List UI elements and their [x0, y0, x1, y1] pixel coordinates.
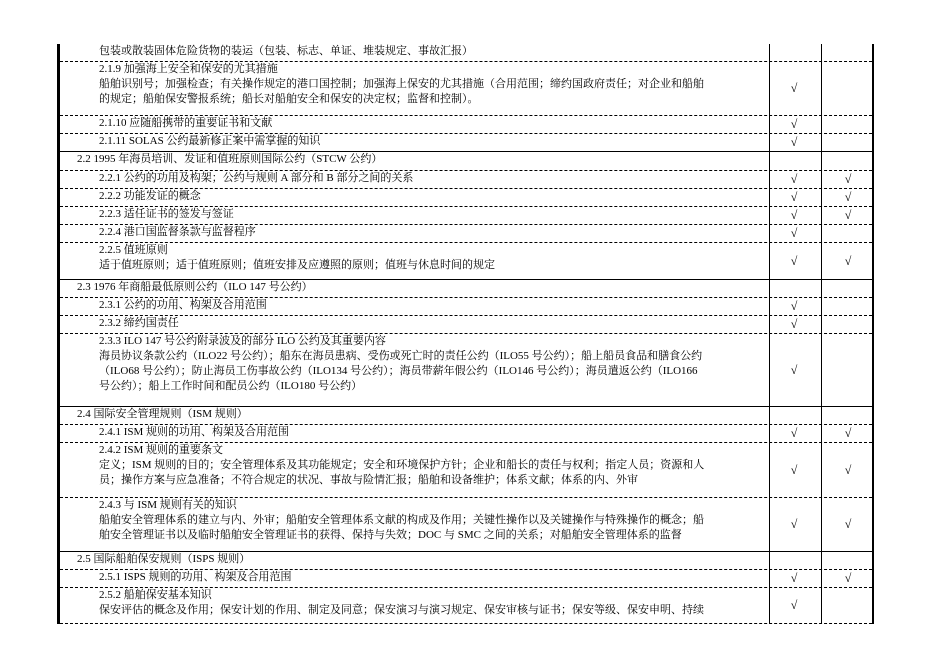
row-text: [60, 207, 809, 222]
table-row: [60, 588, 872, 624]
item-detail: 舶安全管理证书以及临时船舶安全管理证书的获得、保持与失效；DOC 与 SMC 之间的关系；对船舶安全管理体系的监督: [99, 529, 682, 541]
row-text: [60, 44, 809, 59]
table-row: [60, 243, 872, 280]
check-mark-col1: √: [790, 363, 798, 377]
check-mark-col1: √: [790, 135, 798, 149]
row-text: [60, 552, 787, 567]
table-row: [60, 225, 872, 243]
row-text: [60, 443, 809, 488]
table-right-border: [872, 44, 874, 624]
item-title: 2.1.11 SOLAS 公约最新修正案中需掌握的知识: [99, 135, 321, 147]
table-row: [60, 207, 872, 225]
item-detail: 定义；ISM 规则的目的；安全管理体系及其功能规定；安全和环境保护方针；企业和船长的责任与权利；指定人员；资源和人: [99, 459, 705, 471]
item-title: 2.3.3 ILO 147 号公约附录波及的部分 ILO 公约及其重要内容: [99, 335, 386, 347]
table-row: [60, 443, 872, 498]
check-mark-col1: √: [790, 190, 798, 204]
table-row: [60, 316, 872, 334]
item-title: 2.3 1976 年商船最低原则公约（ILO 147 号公约）: [77, 281, 313, 293]
item-detail: 船舶安全管理体系的建立与内、外审；船舶安全管理体系文献的构成及作用；关键性操作以及关键操作与特殊操作的概念；船: [99, 514, 704, 526]
item-detail: 船舶识别号；加强检查；有关操作规定的港口国控制；加强海上保安的尤其措施（合用范围；缔约国政府责任；对企业和船舶: [99, 78, 704, 90]
item-detail: 海员协议条款公约（ILO22 号公约）；船东在海员患病、受伤或死亡时的责任公约（ILO55 号公约）；船上船员食品和膳食公约: [99, 350, 703, 362]
table-row: [60, 425, 872, 443]
item-title: 2.3.1 公约的功用、构架及合用范围: [99, 299, 267, 311]
check-mark-col2: √: [844, 172, 852, 186]
item-detail: 保安评估的概念及作用；保安计划的作用、制定及同意；保安演习与演习规定、保安审核与证书；保安等级、保安申明、持续: [99, 604, 704, 616]
row-text: [60, 134, 809, 149]
row-text: [60, 243, 809, 273]
table-row: [60, 498, 872, 552]
row-text: [60, 152, 787, 167]
item-title: 2.2.1 公约的功用及构架；公约与规则 A 部分和 B 部分之间的关系: [99, 172, 414, 184]
check-mark-col2: √: [844, 463, 852, 477]
row-text: [60, 225, 809, 240]
row-text: [60, 407, 787, 422]
table-row: [60, 570, 872, 588]
check-mark-col1: √: [790, 254, 798, 268]
row-text: [60, 334, 809, 394]
table-row: [60, 171, 872, 189]
table-row: [60, 134, 872, 152]
check-mark-col1: √: [790, 208, 798, 222]
check-mark-col2: √: [844, 517, 852, 531]
row-text: [60, 171, 809, 186]
item-title: 2.4.2 ISM 规则的重要条文: [99, 444, 224, 456]
check-mark-col2: √: [844, 571, 852, 585]
item-title: 2.4 国际安全管理规则（ISM 规则）: [77, 408, 248, 420]
item-title: 2.1.10 应随船携带的重要证书和文献: [99, 117, 273, 129]
table-row: [60, 334, 872, 407]
table-row: [60, 116, 872, 134]
check-mark-col1: √: [790, 226, 798, 240]
item-title: 2.3.2 缔约国责任: [99, 317, 179, 329]
row-text: [60, 62, 809, 107]
check-mark-col1: √: [790, 299, 798, 313]
table-row: [60, 152, 872, 171]
row-text: [60, 498, 809, 543]
check-mark-col2: √: [844, 208, 852, 222]
item-title: 2.1.9 加强海上安全和保安的尤其措施: [99, 63, 278, 75]
check-mark-col2: √: [844, 190, 852, 204]
row-text: [60, 280, 787, 295]
row-text: [60, 298, 809, 313]
row-text: [60, 316, 809, 331]
table-row: [60, 44, 872, 62]
item-title: 2.5.2 船舶保安基本知识: [99, 589, 212, 601]
check-mark-col1: √: [790, 598, 798, 612]
table-row: [60, 280, 872, 298]
item-title: 2.5.1 ISPS 规则的功用、构架及合用范围: [99, 571, 292, 583]
check-mark-col1: √: [790, 81, 798, 95]
check-mark-col1: √: [790, 172, 798, 186]
check-mark-col1: √: [790, 517, 798, 531]
row-text: [60, 189, 809, 204]
check-mark-col2: √: [844, 426, 852, 440]
item-detail: 员；操作方案与应急准备；不符合规定的状况、事故与险情汇报；船舶和设备维护；体系文献；体系的内、外审: [99, 474, 638, 486]
row-text: [60, 116, 809, 131]
item-title: 2.2 1995 年海员培训、发证和值班原则国际公约（STCW 公约）: [77, 153, 383, 165]
check-mark-col1: √: [790, 117, 798, 131]
table-row: [60, 62, 872, 116]
item-detail: 适于值班原则；适于值班原则；值班安排及应遵照的原则；值班与休息时间的规定: [99, 259, 495, 271]
item-title: 2.5 国际船舶保安规则（ISPS 规则）: [77, 553, 251, 565]
check-mark-col1: √: [790, 317, 798, 331]
item-detail: 的规定；船舶保安警报系统；船长对船舶安全和保安的决定权；监督和控制）。: [99, 93, 479, 105]
check-mark-col2: √: [844, 254, 852, 268]
check-mark-col1: √: [790, 463, 798, 477]
row-text: [60, 425, 809, 440]
row-text: [60, 588, 809, 618]
check-mark-col1: √: [790, 426, 798, 440]
table-row: [60, 552, 872, 570]
document-table: [57, 44, 874, 624]
item-title: 2.2.3 适任证书的签发与签证: [99, 208, 234, 220]
item-title: 包装或散装固体危险货物的装运（包装、标志、单证、堆装规定、事故汇报）: [99, 45, 473, 57]
item-detail: 号公约）；船上工作时间和配员公约（ILO180 号公约）: [99, 380, 363, 392]
table-row: [60, 298, 872, 316]
table-row: [60, 189, 872, 207]
item-detail: （ILO68 号公约）；防止海员工伤事故公约（ILO134 号公约）；海员带薪年假公约（ILO146 号公约）；海员遣返公约（ILO166: [99, 365, 698, 377]
item-title: 2.4.3 与 ISM 规则有关的知识: [99, 499, 237, 511]
table-row: [60, 407, 872, 425]
item-title: 2.2.4 港口国监督条款与监督程序: [99, 226, 256, 238]
item-title: 2.4.1 ISM 规则的功用、构架及合用范围: [99, 426, 290, 438]
item-title: 2.2.5 值班原则: [99, 244, 168, 256]
check-mark-col1: √: [790, 571, 798, 585]
item-title: 2.2.2 功能发证的概念: [99, 190, 201, 202]
row-text: [60, 570, 809, 585]
